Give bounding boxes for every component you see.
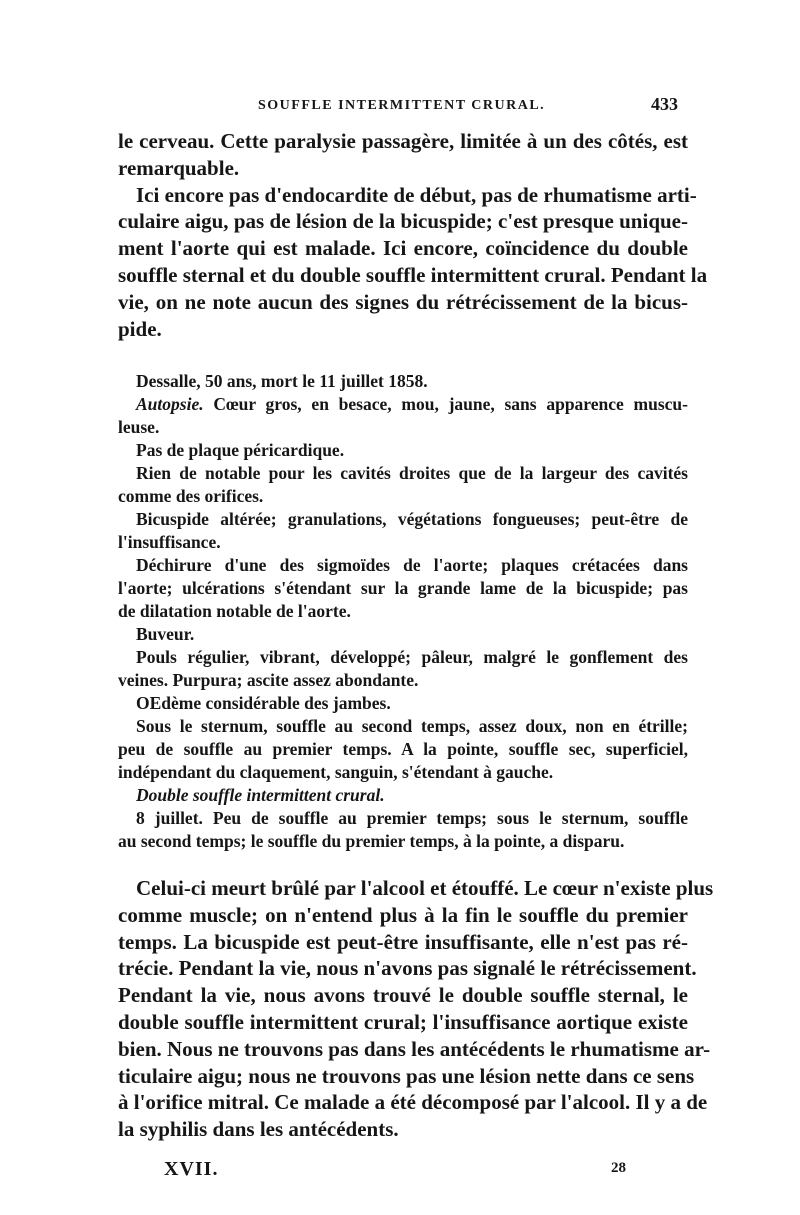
case-line: l'aorte; ulcérations s'étendant sur la grande lame de la bicuspide; pas: [118, 578, 688, 598]
case-line: au second temps; le souffle du premier temps, à la pointe, a disparu.: [118, 831, 625, 851]
running-title: SOUFFLE INTERMITTENT CRURAL.: [258, 98, 546, 113]
case-line: Bicuspide altérée; granulations, végétations fongueuses; peut-être de: [136, 509, 688, 529]
case-subtitle: Double souffle intermittent crural.: [136, 785, 385, 805]
text-block-1: [118, 128, 708, 342]
page-header: [118, 92, 686, 122]
paragraph-line: le cerveau. Cette paralysie passagère, limitée à un des côtés, est: [118, 129, 688, 153]
case-line: Rien de notable pour les cavités droites que de la largeur des cavités: [136, 463, 688, 483]
paragraph-line: Pendant la vie, nous avons trouvé le double souffle sternal, le: [118, 983, 688, 1008]
case-line: de dilatation notable de l'aorte.: [118, 601, 351, 621]
case-line: leuse.: [118, 417, 160, 437]
paragraph-line: Celui-ci meurt brûlé par l'alcool et étouffé. Le cœur n'existe plus: [136, 876, 714, 900]
signature-mark: XVII.: [164, 1158, 219, 1180]
case-line: Buveur.: [136, 624, 195, 644]
paragraph-line: souffle sternal et du double souffle intermittent crural. Pendant la: [118, 262, 708, 287]
case-line: l'insuffisance.: [118, 532, 221, 552]
case-title: Dessalle, 50 ans, mort le 11 juillet 1858.: [136, 371, 428, 391]
paragraph-line: Ici encore pas d'endocardite de début, pas de rhumatisme arti-: [136, 182, 697, 207]
paragraph-line: bien. Nous ne trouvons pas dans les antécédents le rhumatisme ar-: [118, 1036, 711, 1061]
case-line: Déchirure d'une des sigmoïdes de l'aorte; plaques crétacées dans: [136, 555, 688, 575]
case-line: peu de souffle au premier temps. A la pointe, souffle sec, superficiel,: [118, 739, 688, 759]
sheet-number: 28: [611, 1160, 626, 1176]
autopsy-text: Cœur gros, en besace, mou, jaune, sans apparence muscu-: [203, 394, 688, 414]
paragraph-line: temps. La bicuspide est peut-être insuffisante, elle n'est pas ré-: [118, 929, 688, 954]
page-footer: [164, 1158, 634, 1188]
autopsy-line: [118, 393, 688, 416]
case-line: indépendant du claquement, sanguin, s'étendant à gauche.: [118, 762, 554, 782]
case-line: Pas de plaque péricardique.: [136, 440, 345, 460]
case-line: veines. Purpura; ascite assez abondante.: [118, 670, 419, 690]
paragraph-line: ment l'aorte qui est malade. Ici encore, coïncidence du double: [118, 236, 688, 261]
page-number: 433: [651, 94, 678, 114]
paragraph-line: remarquable.: [118, 155, 240, 180]
paragraph-line: ticulaire aigu; nous ne trouvons pas une lésion nette dans ce sens: [118, 1063, 695, 1088]
case-line: Sous le sternum, souffle au second temps, assez doux, non en étrille;: [136, 716, 688, 736]
case-report: [118, 370, 688, 853]
text-block-2: [118, 875, 714, 1143]
paragraph-line: culaire aigu, pas de lésion de la bicuspide; c'est presque unique-: [118, 209, 688, 234]
paragraph-line: trécie. Pendant la vie, nous n'avons pas signalé le rétrécissement.: [118, 956, 697, 981]
case-line: 8 juillet. Peu de souffle au premier temps; sous le sternum, souffle: [136, 808, 688, 828]
paragraph-line: à l'orifice mitral. Ce malade a été décomposé par l'alcool. Il y a de: [118, 1090, 708, 1115]
autopsy-label: Autopsie.: [136, 394, 204, 414]
case-line: OEdème considérable des jambes.: [136, 693, 391, 713]
paragraph-line: la syphilis dans les antécédents.: [118, 1117, 399, 1142]
paragraph-line: pide.: [118, 316, 162, 341]
case-line: Pouls régulier, vibrant, développé; pâleur, malgré le gonflement des: [136, 647, 688, 667]
case-line: comme des orifices.: [118, 486, 264, 506]
paragraph-line: double souffle intermittent crural; l'insuffisance aortique existe: [118, 1009, 688, 1034]
paragraph-line: comme muscle; on n'entend plus à la fin le souffle du premier: [118, 902, 688, 927]
paragraph-line: vie, on ne note aucun des signes du rétrécissement de la bicus-: [118, 289, 688, 314]
